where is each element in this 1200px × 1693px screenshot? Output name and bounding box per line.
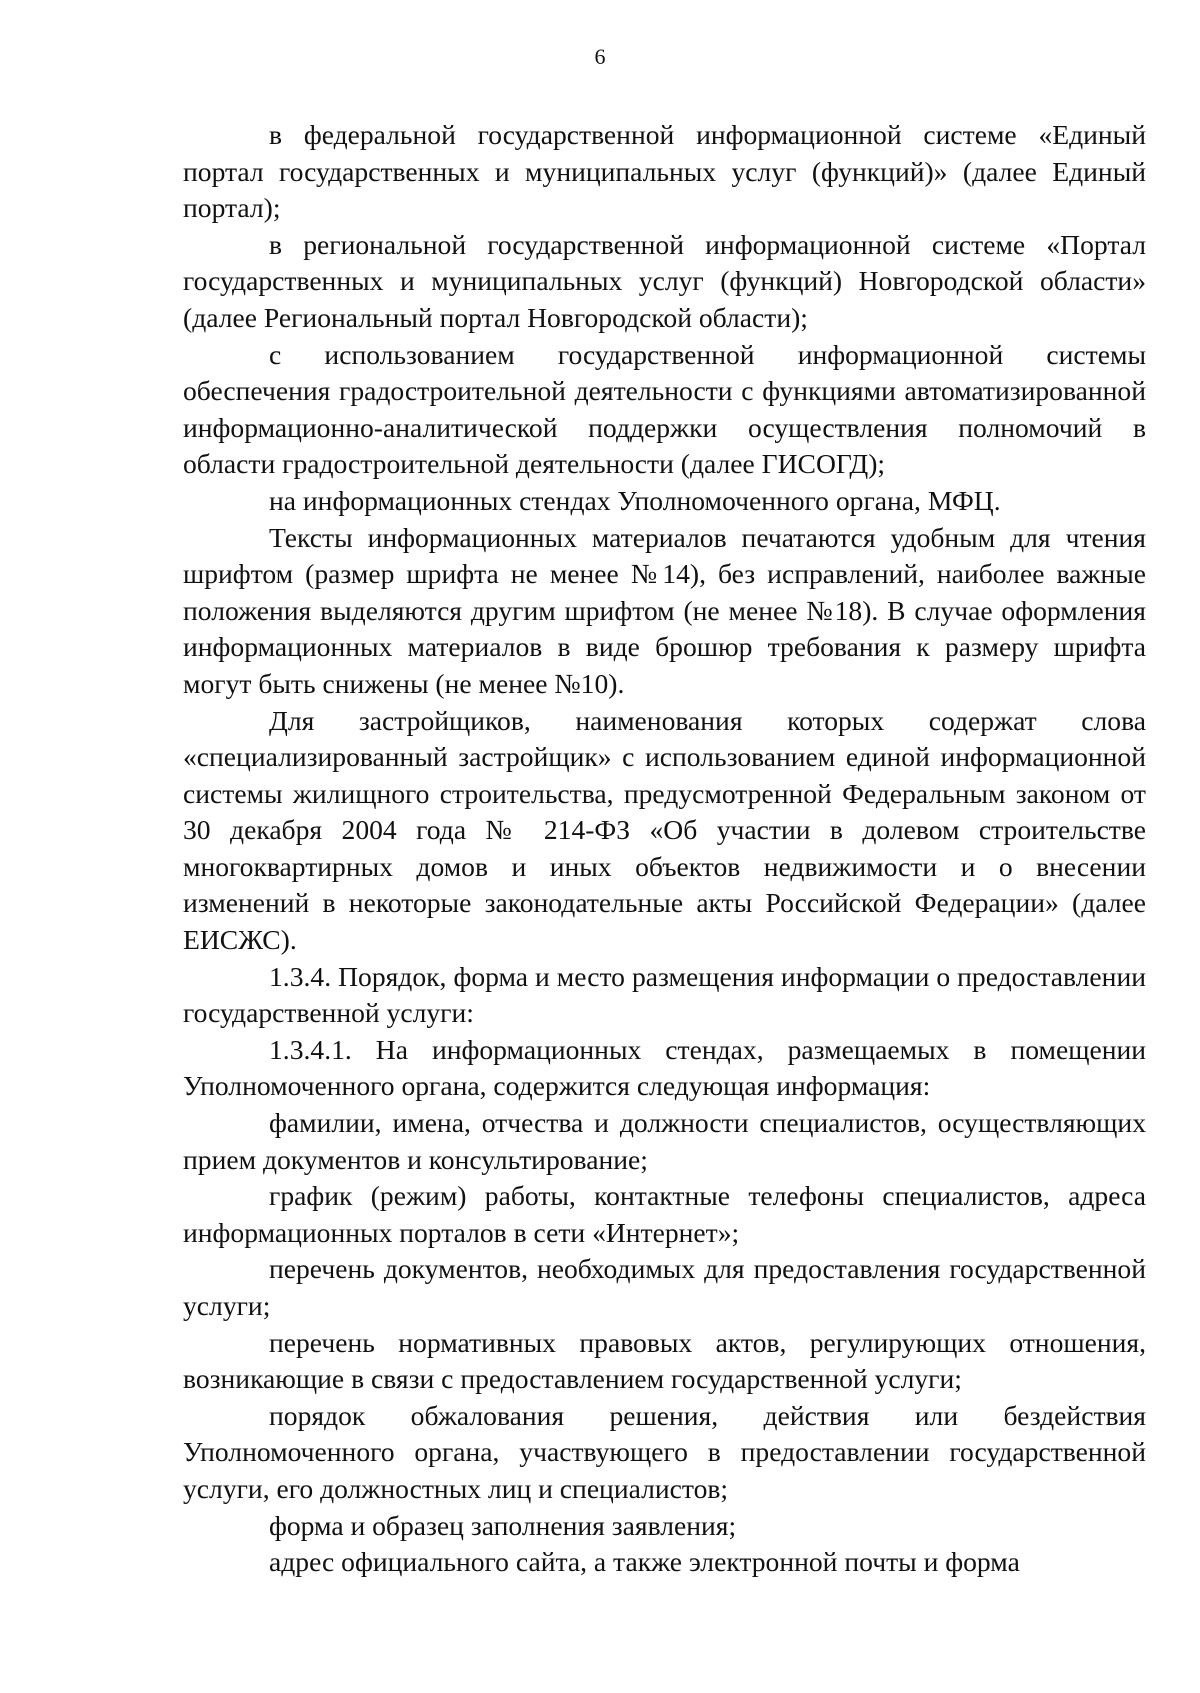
document-body [183, 117, 1146, 1581]
paragraph-list-schedule: график (режим) работы, контактные телефоны специалистов, адреса информационных порталов в сети «Интернет»; [183, 1180, 1146, 1248]
page-number: 6 [594, 44, 606, 69]
paragraph-list-legal-acts: перечень нормативных правовых актов, регулирующих отношения, возникающие в связи с предоставлением государственной услуги; [183, 1326, 1146, 1395]
paragraph-list-appeal: порядок обжалования решения, действия или бездействия Уполномоченного органа, участвующего в предоставлении государственной услуги, его должностных лиц и специалистов; [183, 1399, 1146, 1504]
paragraph-list-specialists: фамилии, имена, отчества и должности специалистов, осуществляющих прием документов и консультирование; [183, 1107, 1146, 1175]
paragraph-federal-portal: в федеральной государственной информационной системе «Единый портал государственных и муниципальных услуг (функций)» (далее Единый портал); [183, 119, 1146, 224]
paragraph-regional-portal: в региональной государственной информационной системе «Портал государственных и муниципальных услуг (функций) Новгородской области» (далее Региональный портал Новгородской области); [183, 228, 1146, 333]
paragraph-list-website: адрес официального сайта, а также электронной почты и форма [269, 1546, 1020, 1578]
paragraph-gisogd: с использованием государственной информационной системы обеспечения градостроительной деятельности с функциями автоматизированной информационно-аналитической поддержки осуществления полномочий в области градостроительной деятельности (далее ГИСОГД); [183, 338, 1146, 480]
paragraph-section-1-3-4-1: 1.3.4.1. На информационных стендах, размещаемых в помещении Уполномоченного органа, содержится следующая информация: [183, 1033, 1146, 1102]
paragraph-section-1-3-4: 1.3.4. Порядок, форма и место размещения информации о предоставлении государственной услуги: [183, 960, 1146, 1029]
paragraph-info-stands: на информационных стендах Уполномоченного органа, МФЦ. [269, 484, 1001, 516]
paragraph-font-requirements: Тексты информационных материалов печатаются удобным для чтения шрифтом (размер шрифта не менее №14), без исправлений, наиболее важные положения выделяются другим шрифтом (не менее №18). В случае оформления информационных материалов в виде брошюр требования к размеру шрифта могут быть снижены (не менее №10). [183, 521, 1146, 699]
paragraph-developers: Для застройщиков, наименования которых содержат слова «специализированный застройщик» с использованием единой информационной системы жилищного строительства, предусмотренной Федеральным законом от 30 декабря 2004 года № 214-ФЗ «Об участии в долевом строительстве многоквартирных домов и иных объектов недвижимости и о внесении изменений в некоторые законодательные акты Российской Федерации» (далее ЕИСЖС). [183, 704, 1146, 956]
paragraph-list-form-sample: форма и образец заполнения заявления; [269, 1509, 737, 1541]
paragraph-list-documents: перечень документов, необходимых для предоставления государственной услуги; [183, 1253, 1146, 1321]
